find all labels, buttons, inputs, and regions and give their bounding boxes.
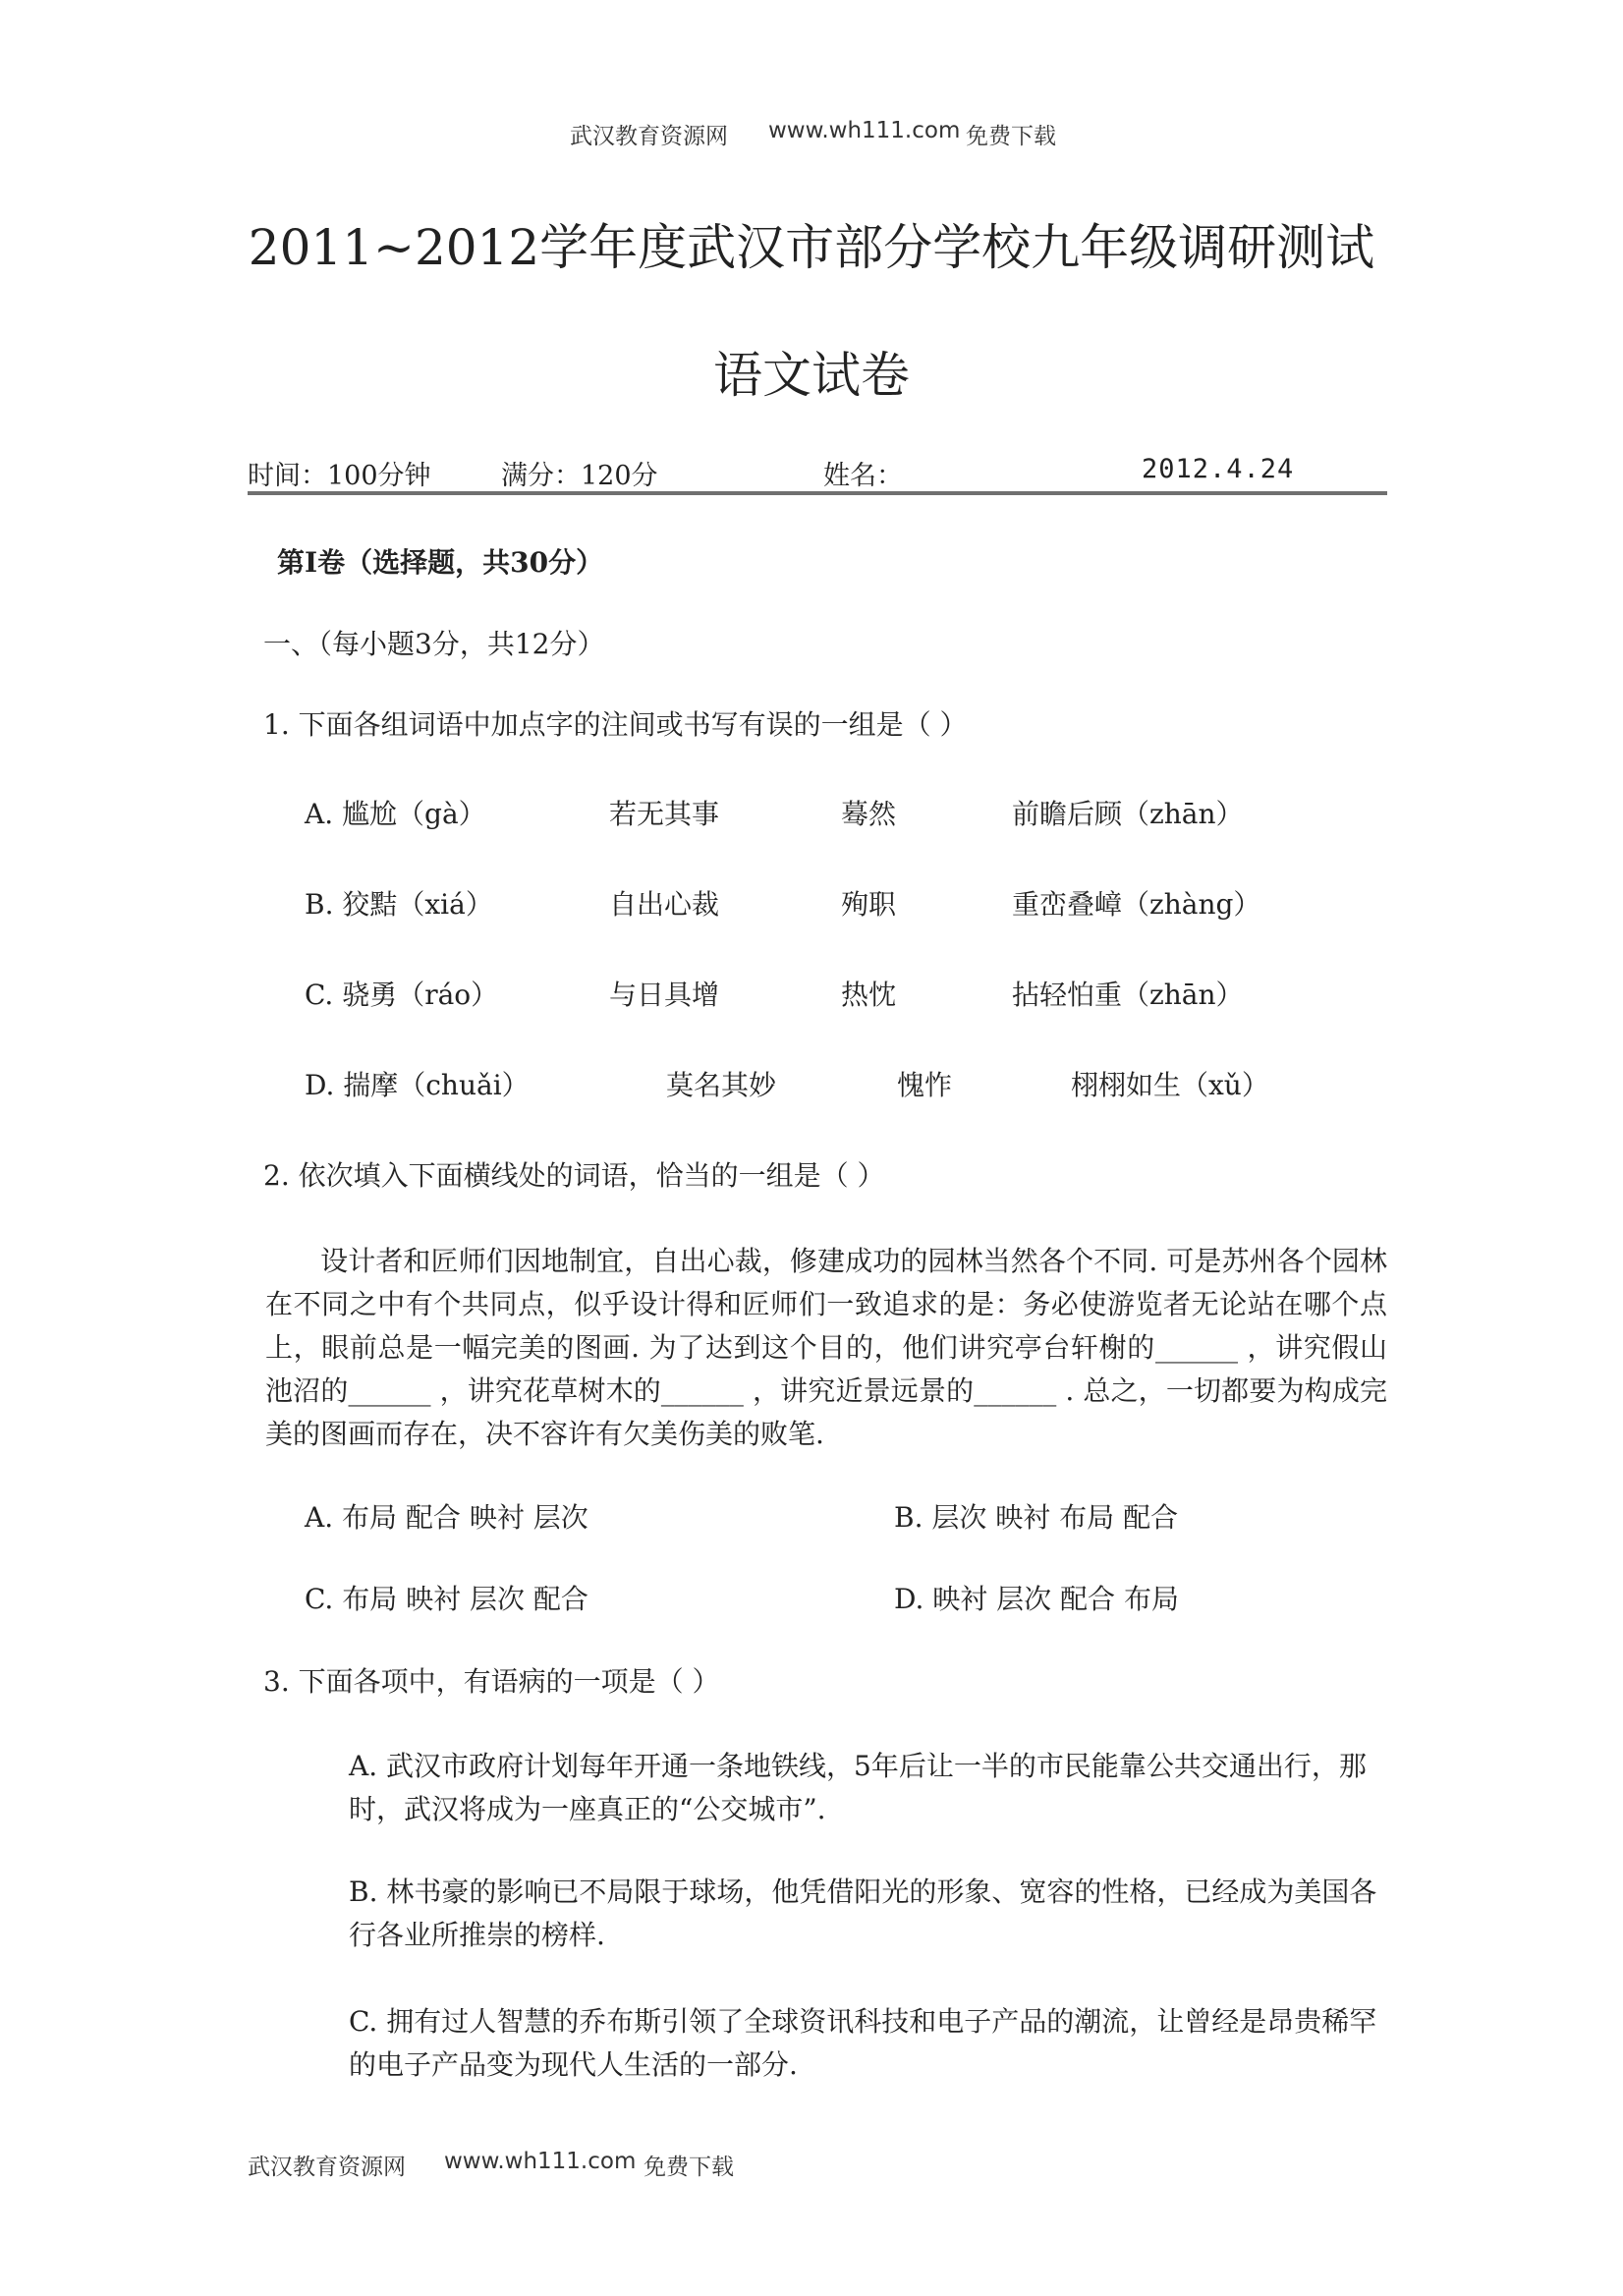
section-heading: 第Ⅰ卷（选择题，共30分） (277, 546, 604, 579)
student-name-label: 姓名： (823, 461, 903, 491)
question-2-passage: 设计者和匠师们因地制宜，自出心裁，修建成功的园林当然各个不同. 可是苏州各个园林在不同之中有个共同点，似乎设计得和匠师们一致追求的是：务必使游览者无论站在哪个点上，眼前总是一幅完美的图画. 为了达到这个目的，他们讲究亭台轩榭的______ ，讲究假山池沼的______ ，讲究花草树木的______ ，讲究近景远景的______ . 总之，一切都要为构成完美的图画而存在，决不容许有欠美伤美的败笔. (265, 1245, 1387, 1450)
question-2-option-d: D. 映衬 层次 配合 布局 (894, 1583, 1179, 1615)
header-site-name: 武汉教育资源网 (570, 124, 728, 149)
question-2-option-a: A. 布局 配合 映衬 层次 (305, 1501, 588, 1534)
question-2-option-c: C. 布局 映衬 层次 配合 (305, 1583, 588, 1615)
exam-subtitle: 语文试卷 (713, 347, 910, 404)
exam-title: 2011~2012学年度武汉市部分学校九年级调研测试 (248, 219, 1375, 276)
question-3-stem: 3. 下面各项中，有语病的一项是（ ） (263, 1665, 720, 1698)
question-3-option-c: C. 拥有过人智慧的乔布斯引领了全球资讯科技和电子产品的潮流，让曾经是昂贵稀罕的电子产品变为现代人生活的一部分. (349, 2005, 1377, 2081)
header-divider (248, 491, 1387, 495)
header-url-link[interactable]: www.wh111.com (768, 118, 961, 143)
question-3-option-b: B. 林书豪的影响已不局限于球场，他凭借阳光的形象、宽容的性格，已经成为美国各行各业所推崇的榜样. (349, 1876, 1377, 1951)
exam-time: 时间：100分钟 (248, 461, 431, 491)
part-heading: 一、（每小题3分，共12分） (263, 628, 605, 660)
question-2-stem: 2. 依次填入下面横线处的词语，恰当的一组是（ ） (263, 1159, 885, 1192)
question-3-option-a: A. 武汉市政府计划每年开通一条地铁线，5年后让一半的市民能靠公共交通出行，那时，武汉将成为一座真正的“公交城市”. (349, 1750, 1367, 1825)
exam-score: 满分：120分 (501, 461, 658, 491)
footer-site-name: 武汉教育资源网 (248, 2155, 406, 2180)
footer-url-link[interactable]: www.wh111.com (444, 2149, 637, 2174)
exam-date: 2012.4.24 (1142, 454, 1295, 484)
header-download-text: 免费下载 (966, 124, 1056, 149)
footer-download-text: 免费下载 (644, 2155, 734, 2180)
question-1-stem: 1. 下面各组词语中加点字的注间或书写有误的一组是（ ） (263, 708, 968, 741)
question-2-option-b: B. 层次 映衬 布局 配合 (894, 1501, 1179, 1534)
